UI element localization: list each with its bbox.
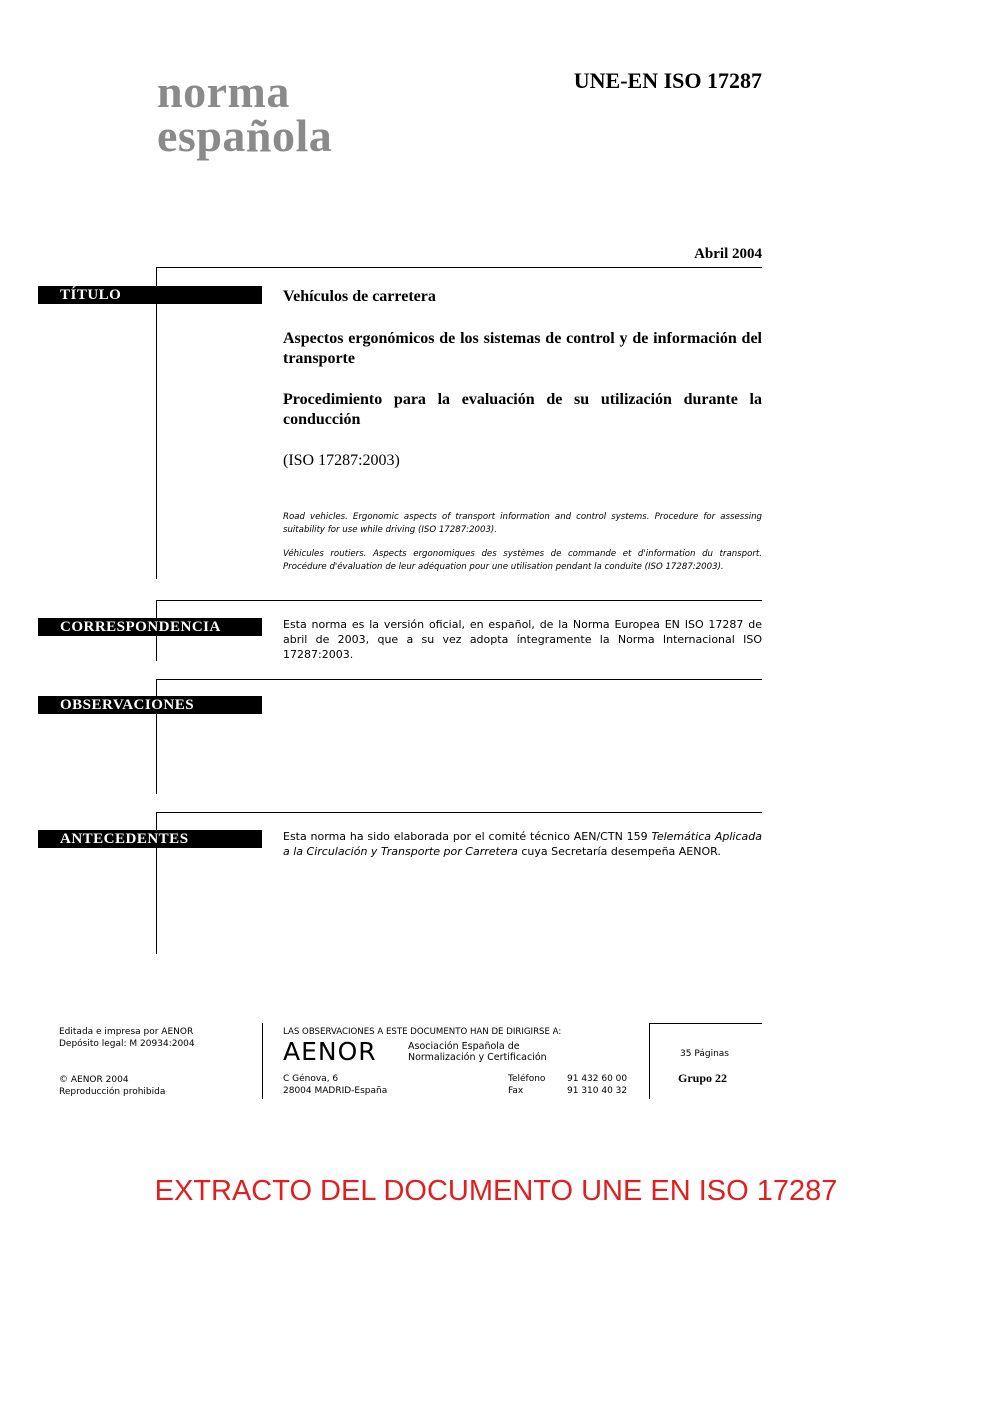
brand-line-1: norma	[157, 66, 290, 117]
footer-deposito: Depósito legal: M 20934:2004	[59, 1039, 195, 1049]
footer-rights	[59, 1074, 165, 1098]
label-observaciones: OBSERVACIONES	[38, 696, 262, 714]
brand-line-2: española	[157, 110, 333, 161]
english-title: Road vehicles. Ergonomic aspects of transport information and control systems. Procedure for assessing suitability for use while driving (ISO 17287:2003).	[283, 512, 762, 535]
brand-logo-text	[157, 66, 333, 161]
footer-telefono-value: 91 432 60 00	[567, 1074, 628, 1084]
publication-date: Abril 2004	[694, 246, 762, 262]
footer-box-left	[649, 1023, 650, 1099]
footer-separator-left	[262, 1023, 263, 1099]
footer-box-top	[649, 1023, 762, 1024]
correspondencia-text: Esta norma es la versión oficial, en español, de la Norma Europea EN ISO 17287 de abril de 2003, que a su vez adopta íntegramente la Norma Internacional ISO 17287:2003.	[283, 618, 762, 661]
footer-address	[283, 1073, 387, 1097]
antecedentes-committee: Telemática Aplicada a la Circulación y Transporte por Carretera	[283, 830, 762, 858]
antecedentes-text	[283, 829, 762, 859]
aenor-logo: AENOR	[283, 1037, 377, 1066]
title-line-1: Vehículos de carretera	[283, 288, 436, 305]
footer-copyright: © AENOR 2004	[59, 1075, 129, 1085]
footer-address-1: C Génova, 6	[283, 1074, 339, 1084]
footer-observaciones-header: LAS OBSERVACIONES A ESTE DOCUMENTO HAN DE DIRIGIRSE A:	[283, 1027, 562, 1037]
footer-contact-values	[567, 1073, 627, 1097]
footer-reproduccion: Reproducción prohibida	[59, 1087, 166, 1097]
footer-telefono-label: Teléfono	[508, 1074, 546, 1084]
footer-publisher	[59, 1026, 195, 1050]
divider-antecedentes	[157, 812, 762, 813]
divider-titulo	[157, 267, 762, 268]
divider-observaciones	[157, 679, 762, 680]
divider-correspondencia	[157, 600, 762, 601]
antecedentes-suffix: cuya Secretaría desempeña AENOR.	[517, 845, 721, 858]
aenor-name-line-2: Normalización y Certificación	[408, 1052, 547, 1063]
label-correspondencia: CORRESPONDENCIA	[38, 618, 262, 636]
aenor-full-name	[408, 1041, 547, 1063]
footer-fax-label: Fax	[508, 1086, 524, 1096]
footer-contact-labels	[508, 1073, 545, 1097]
standard-code: UNE-EN ISO 17287	[573, 68, 762, 93]
title-line-2: Aspectos ergonómicos de los sistemas de control y de información del transporte	[283, 330, 762, 367]
footer-fax-value: 91 310 40 32	[567, 1086, 628, 1096]
iso-reference: (ISO 17287:2003)	[283, 452, 400, 469]
extract-banner: EXTRACTO DEL DOCUMENTO UNE EN ISO 17287	[154, 1175, 838, 1207]
footer-address-2: 28004 MADRID-España	[283, 1086, 388, 1096]
aenor-name-line-1: Asociación Española de	[408, 1041, 520, 1052]
page-count: 35 Páginas	[680, 1049, 729, 1059]
price-group: Grupo 22	[678, 1071, 728, 1085]
label-titulo: TÍTULO	[38, 286, 262, 304]
vertical-rule-titulo	[156, 267, 157, 579]
label-antecedentes: ANTECEDENTES	[38, 830, 262, 848]
title-line-3: Procedimiento para la evaluación de su utilización durante la conducción	[283, 391, 762, 428]
french-title: Véhicules routiers. Aspects ergonomiques des systèmes de commande et d'information du transport. Procédure d'évaluation de leur adéquation pour une utilisation pendant la conduite (ISO 17287:2003).	[283, 549, 762, 572]
antecedentes-prefix: Esta norma ha sido elaborada por el comité técnico AEN/CTN 159	[283, 830, 652, 843]
footer-editada: Editada e impresa por AENOR	[59, 1027, 194, 1037]
